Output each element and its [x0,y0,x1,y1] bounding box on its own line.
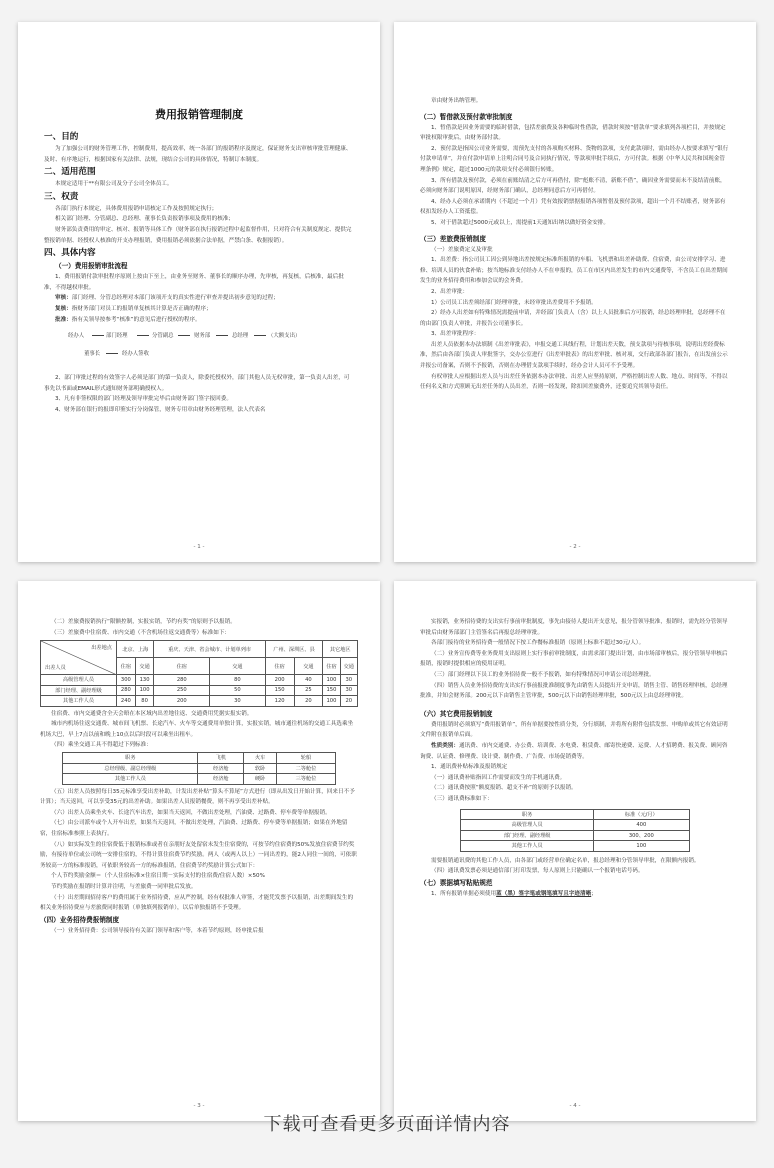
table-cell: 高级管理人员 [461,820,594,831]
document-page-3 [18,581,380,1121]
paragraph-advance-2: 2、预付款是指因公司业务需要，需预先支付的各项购买材料、货物的款项，支付此款项时，需由经办人按要求填写“银行付款申请单”，并在付款申请单上注明合同号及合同执行情况，等款项审批手续后，方可付款。根据《中华人民共和国现金管理条例》规定，超过1000元的款项支付必须银行转账。 [420,145,729,173]
table-header: 火车 [244,753,277,764]
flow-arrow [216,335,228,336]
approve-label: 批准： [55,316,72,323]
paragraph-client-entertain: （十）出差期间招待客户的费用属于业务招待费，应从严控制，经有权批准人审签，才能凭发票予以报销，出差期间发生的相关业务招待费应与差旅费同时报销（单独填列报销单），以后单独报销不予受理。 [40,894,354,912]
review-text: 部门经理、分管总经理对本部门该项开支的真实性进行审查并提出初步意见的过程； [71,295,279,302]
paragraph-receipts [420,889,730,900]
paragraph-comm-after-1: 需要报销通讯费的其他工作人员，由各部门或经营单位确定名单，报总经理和分管领导审批，在限额内报销。 [431,857,700,864]
flow-node-large-expense: （大额支出） [268,333,301,340]
section-heading-responsibility: 三、权责 [44,191,79,202]
travel-definition-heading: （一）差旅费定义及审批 [431,246,493,253]
paragraph-approve [44,315,354,326]
paragraph-scope: 本规定适用于**有限公司及分子公司全体员工。 [55,181,173,188]
table-cell: 300 [117,675,136,686]
paragraph-recheck [44,304,354,315]
subsection-heading-other-expenses: （六）其它费用报销制度 [420,709,493,718]
subsection-heading-entertainment: （四）业务招待费报销制度 [40,915,120,924]
table-cell: 其他工作人员 [461,841,594,852]
flow-node-handler-receipt: 经办人签收 [122,351,149,358]
table-header: 职务 [461,809,594,820]
paragraph-entertainment: （一）业务招待费：公司领导接待有关部门领导和客户等，本着节约原则，经申批后报 [51,927,264,934]
table-cell: 150 [265,685,294,696]
table-cell: 240 [117,696,136,707]
paragraph-responsibility-3: 财务部负责费用的审定、核对、报销等具体工作（财务部在执行报销过程中起监督作用，只对符合有关制度规定、提供完整报销单据、经授权人核准的开支办理报销，费用报销必须依据合法单据，严禁白条、收据报销）。 [44,226,352,244]
document-page-2 [394,22,756,562]
table-cell: 软卧 [244,763,277,774]
paragraph-comm-1: （一）通讯费补贴指因工作需要而发生的手机通讯费。 [431,774,566,781]
table-cell: 100 [323,675,340,686]
table-cell: 200 [265,675,294,686]
table-header-row [461,809,689,820]
paragraph-continued: 章由财务出纳管理。 [431,98,482,104]
table-cell: 硬卧 [244,774,277,785]
table-cell: 100 [593,841,689,852]
page-number: - 1 - [193,544,205,550]
paragraph-advance-5: 5、对于借款超过5000元或以上，需提前1天通知出纳以做好资金安排。 [431,219,609,226]
paragraph-travel-definition: 1、出差费：指公司员工因公到异地出差按规定标准所报销的车船、飞机票和出差补助费、住宿费，由公司安排学习、进修、培训人员的伙食补贴；按当地标准支付经办人不在申报的，员工在市区内出差发生的市内交通费等，不含员工在出差期间发生的业务招待费用和参加会议的会务费。 [420,257,728,285]
comm-standard-table [460,809,689,852]
subsection-heading-advances: （二）暂借款及预付款审批制度 [420,112,513,121]
table-row [41,685,358,696]
document-title: 费用报销管理制度 [155,108,243,121]
subsection-heading-travel: （三）差旅费报销制度 [420,234,486,243]
download-prompt: 下载可查看更多页面详情内容 [263,1114,511,1135]
paragraph-expense-types [420,741,730,762]
table-cell: 二等舱位 [277,763,336,774]
approve-text: 指有关领导按参考“核准”的意见后进行授权的程序。 [71,316,201,323]
table-cell: 280 [117,685,136,696]
paragraph-flow-1: 1、费用报销付款审批程序原则上按由下至上，由业务至财务、董事长的顺序办理，先审核，再复核，后核准，最后批准，不得越权审批。 [44,274,344,291]
table-cell: 20 [294,696,323,707]
table-cell: 80 [210,675,266,686]
flow-node-handler: 经办人 [68,333,85,340]
paragraph-travel-approval-1: 1）公司员工出差须经部门经理审批，未经审批出差费用不予报销。 [431,299,597,306]
document-page-4 [394,581,756,1121]
table-row [461,841,689,852]
paragraph-travel-procedure: 出差人员依据本办法填制《出差审批表》，申报交通工具线行程，计划出差天数，预支款项与待核事项，说明出差经费标准，然后由各部门负责人审批签字，交办公室进行《出差审批表》的出差审批、核对项，交行政部各部门报告，在出发前公示并报公司备案，否则不予报销，否则在办理借支款项手续时，经办会计人员可不予受理。 [420,341,728,370]
paragraph-saving-reward: （八）如实际发生的住宿费低于报销标准或者在亲朋好友处留宿未发生住宿费的，可按节约住宿费的50%发放住宿费节约奖励，有接待单位或公司统一安排住宿的，不得计算住宿费节约奖励。两人（或两人以上）一同出差的，能2人同住一间的，可依职务较高一方的标准报销，可依职务较高一方的标准报销，住宿费节约奖励计算公式如下： [40,841,357,869]
table-cell: 40 [294,675,323,686]
table-cell: 三等舱位 [277,774,336,785]
table-row [63,774,335,785]
paragraph-after-table-2: 城市内机场往返交通费、城市间飞机票、长途汽车、火车等交通费用单独计算，实报实销，城市通往机场的交通工具选乘坐机场大巴，早上7点以前和晚上10点以后时段可以乘坐出租车。 [40,721,354,738]
expense-types-label: 性质类别： [431,742,459,749]
transport-standard-table [62,752,335,785]
table-header: 轮船 [277,753,336,764]
paragraph-other-expenses: 费用报销时必须填写“费用报销单”，所有单据要按性质分类，分行填制，并将所有附件包括发票、申购单或其它有效证明文件附在报销单后面。 [420,721,728,739]
travel-procedure-heading: 3、出差审批程序： [431,331,480,338]
sub-header: 交通 [340,658,357,675]
paragraph-flow-3: 3、凡有非签权限的部门经理及领导审批完毕后由财务部门签字报回委。 [55,396,232,403]
paragraph-train-bus: （六）出差人员乘坐火车、长途汽车出差，如果当天返回，不做出差处理，汽油费、过路费、停车费等单据报销。 [51,809,331,816]
table-cell: 50 [210,685,266,696]
table-row [41,696,358,707]
table-cell: 经济舱 [198,763,244,774]
table-header: 飞机 [198,753,244,764]
page-number: - 2 - [569,544,581,550]
table-header-row [63,753,335,764]
paragraph-entertain-4: （三）部门经理以下员工的业务招待费一般不予报销，如有特殊情况可申请公司总经理批。 [431,671,655,678]
flow-arrow [106,353,118,354]
region-header: 其它地区 [323,641,358,658]
row-role: 其他工作人员 [41,696,117,707]
flow-arrow [92,335,104,336]
paragraph-responsibility-1: 各部门执行本规定，具体费用报销申请核定工作及按照规定执行； [55,205,218,212]
comm-heading: 1、通讯费补贴标准及报销规定 [431,764,508,771]
table-row [63,763,335,774]
table-row [461,820,689,831]
section-heading-purpose: 一、目的 [44,132,79,142]
paragraph-comm-2: （二）通讯费按照“额度报销、超支不补”的原则予以报销。 [431,785,577,792]
table-cell: 120 [265,696,294,707]
row-role: 部门经理、副经理级 [41,685,117,696]
table-cell: 20 [340,696,357,707]
table-cell: 100 [323,696,340,707]
paragraph-advance-4: 4、经办人必须在承诺期内（不超过一个月）凭有效报销票据报销各项暂借及预付款项，超出一个月不结账者，财务部有权扣发经办人工资抵偿。 [420,198,726,216]
flow-node-gm: 总经理 [232,333,249,340]
paragraph-purpose: 为了加强公司的财务管理工作，控制费用，提高效率，统一各部门的报销程序及规定，保证财务支出审核审批管理健康、及时、有序地运行，根据国家有关法律、法规，现结合公司的具体情况，特制订本制度。 [44,146,352,163]
paragraph-advance-3: 3、所有借款及预付款，必须在前账结清之后方可再借付，除“彪账不清，新账不借”，确因业务需要而未不及结清前账，必须向财务部门说明原因，经财务部门确认，总经理同意后方可再借付。 [420,177,726,195]
row-role: 高级管理人员 [41,675,117,686]
section-heading-scope: 二、适用范围 [44,167,96,178]
paragraph-formula: 个人节约奖励金额＝（个人住宿标准×住宿日期－实际支付的住宿费/住宿人数）×50% [51,873,265,880]
document-page-1 [18,22,380,562]
paragraph-review [44,293,354,304]
table-header: 标准（元/月） [593,809,689,820]
table-cell: 25 [294,685,323,696]
paragraph-entertain-3: （二）业务宣传费等业务费用支出原则上实行事前审批制度，由需求部门提出计划，由市场部审核后，报分管领导审核后报销，报销时提供相应的使用证明。 [420,650,728,668]
table-cell: 150 [323,685,340,696]
paragraph-flow-4: 4、财务部在银行的报即印鉴实行分岗保管，财务专用章由财务经理管理，法人代表名 [55,406,266,413]
sub-header: 住宿 [323,658,340,675]
receipts-text-c: ； [591,890,597,897]
table-cell: 经济舱 [198,774,244,785]
receipts-text-b: 蓝（黑）签字笔或钢笔填写且字迹清晰 [496,890,592,897]
flow-node-chairman: 董事长 [84,351,101,358]
travel-approval-heading: 2、出差审批： [431,288,469,295]
transport-standard-intro: （四）乘坐交通工具不得超过下列标准： [51,742,152,749]
flow-node-dept-manager: 部门经理 [106,333,128,340]
flow-node-vp: 分管副总 [152,333,174,340]
table-cell: 400 [593,820,689,831]
table-diagonal-header [41,641,117,675]
table-cell: 30 [340,675,357,686]
table-cell: 250 [154,685,210,696]
paragraph-allowance: （五）出差人员按照每日35元标准享受出差补助，计发出差补贴“算头不算尾”方式进行（即从出发日开始计算，回来日不予计算）；当天返回，可以享受35元的出差补助。如果出差人员报销餐费，则不再享受出差补贴。 [40,788,355,806]
table-row [461,830,689,841]
paragraph-company-car: （七）由公司派车或个人开车出差，如果当天返回，不做出差处理，汽油费、过路费、停车费等单据报销；如果在外地留宿，住宿标准参照上表执行。 [40,820,348,837]
region-header: 北京、上海 [117,641,154,658]
recheck-label: 复核： [55,305,72,312]
table-cell: 其他工作人员 [63,774,198,785]
flow-arrow [254,335,266,336]
paragraph-responsibility-2: 相关部门经理、分管副总、总经理、董事长负责报销事项及费用的核准； [55,216,235,223]
table-header: 职务 [63,753,198,764]
table-cell: 300、200 [593,830,689,841]
header-traveler: 出差人员 [45,665,66,672]
table-cell: 130 [135,675,154,686]
table-cell: 30 [210,696,266,707]
paragraph-advance-1: 1、暂借款是因业务需要的临时借款，包括差旅费及各种临时性借款，借款时须按“借款单”要求填列各项栏目，并按规定审批权限审批后，由财务部付款。 [420,124,726,142]
sub-header: 住宿 [154,658,210,675]
page-number: - 4 - [569,1103,581,1109]
recheck-text: 指财务部门对员工的报销单复核其计算是否正确的程序； [71,305,212,312]
review-label: 审核： [55,295,72,302]
flow-arrow [137,335,149,336]
paragraph-after-table-1: 住宿费、市内交通费含全天会晤在本区域内出差地往返、交通费用凭据实报实销。 [51,710,253,717]
receipts-text-a: 1、所有报销单据必须使用 [431,890,497,897]
paragraph-flow-2: 2、部门审批过程的有效签字人必须是部门的第一负责人，除委托授权外，部门其他人员无权审批，第一负责人出差，可事先以书面或EMAIL形式通知财务部明确授权人。 [44,375,350,392]
table-cell: 80 [135,696,154,707]
paragraph-entertain-2: 各部门接待的业务招待费一般情况下按工作餐标准报销（原则上标准不超过30元/人）。 [431,640,645,647]
table-cell: 总经理级、副总经理级 [63,763,198,774]
paragraph-travel-control: 有权审批人应根据出差人员与出差任务依据本办法审批、出差人应坚持原则，严格控制出差人数、地点、时间等，不得以任何名义和方式照顾无出差任务的人员出差，否则一经发现，除扣回差旅费外，还要追究其领导责任。 [420,373,728,391]
subsection-heading-receipts: （七）票据填写粘贴规范 [420,878,493,887]
paragraph-formula-note: 节约奖励在报销时计算并注明，与差旅费一同审批后发放。 [51,883,197,890]
subsection-heading-approval-flow: （一）费用报销审批流程 [55,262,128,271]
paragraph-travel-approval-2: 2）经办人出差如有特殊情况需提前申请，并经部门负责人（含）以上人员批准后方可报销，经总经理审批，总经理不在的由部门负责人审批，并报告公司董事长。 [420,310,726,327]
paragraph-entertain-1: 实报销，业务招待费的支出实行事前审批制度，事先由接待人提出开支意见，报分管领导批准，报销时，需先经分管领导审批后由财务部部门主管签名后再报总经理审批。 [420,619,728,636]
region-header: 重庆、天津、省会城市、计划单列市 [154,641,265,658]
paragraph-comm-after-2: （四）通讯费发票必须是通信部门打印发票，每人原则上只能确认一个报销电话号码。 [431,868,644,875]
sub-header: 住宿 [117,658,136,675]
paragraph-entertain-5: （四）销售人员业务招待费的支出实行事前报批准制度事先由销售人员提出开支申请，销售主管、销售经理审核，总经理批准，并知会财务部。200元以下由销售主管审批，500元以下由销售经理审批，500元以上由总经理审批。 [420,682,728,700]
lodging-standard-table [40,640,358,707]
table-cell: 部门经理、副经理级 [461,830,594,841]
sub-header: 交通 [210,658,266,675]
expense-types-text: 通讯费、市内交通费、办公费、培训费、水电费、租赁费、邮寄快递费、运费、人才招聘费、报关费、顾问咨询费、认证费、修理费、设计费、制作费、广告费、市场促销费等。 [420,742,728,760]
header-destination: 出差地点 [91,645,112,652]
table-cell: 200 [154,696,210,707]
flow-node-finance: 财务部 [194,333,211,340]
table-cell: 100 [135,685,154,696]
section-heading-content: 四、具体内容 [44,248,96,259]
sub-header: 交通 [294,658,323,675]
approval-flow-diagram [44,327,354,371]
flow-arrow [178,335,190,336]
paragraph-lodging-standard: （三）差旅费中住宿费、市内交通（不含机场往返交通费等）标准如下： [51,629,231,636]
region-header: 广州、深圳区、县 [265,641,323,658]
page-number: - 3 - [193,1103,205,1109]
table-cell: 280 [154,675,210,686]
sub-header: 交通 [135,658,154,675]
paragraph-travel-principle: （二）差旅费报销执行“限额控制，实报实销，节约有奖”的原则予以报销。 [51,619,236,625]
table-row [41,675,358,686]
table-cell: 30 [340,685,357,696]
sub-header: 住宿 [265,658,294,675]
paragraph-comm-3: （三）通讯费标准如下： [431,795,493,802]
